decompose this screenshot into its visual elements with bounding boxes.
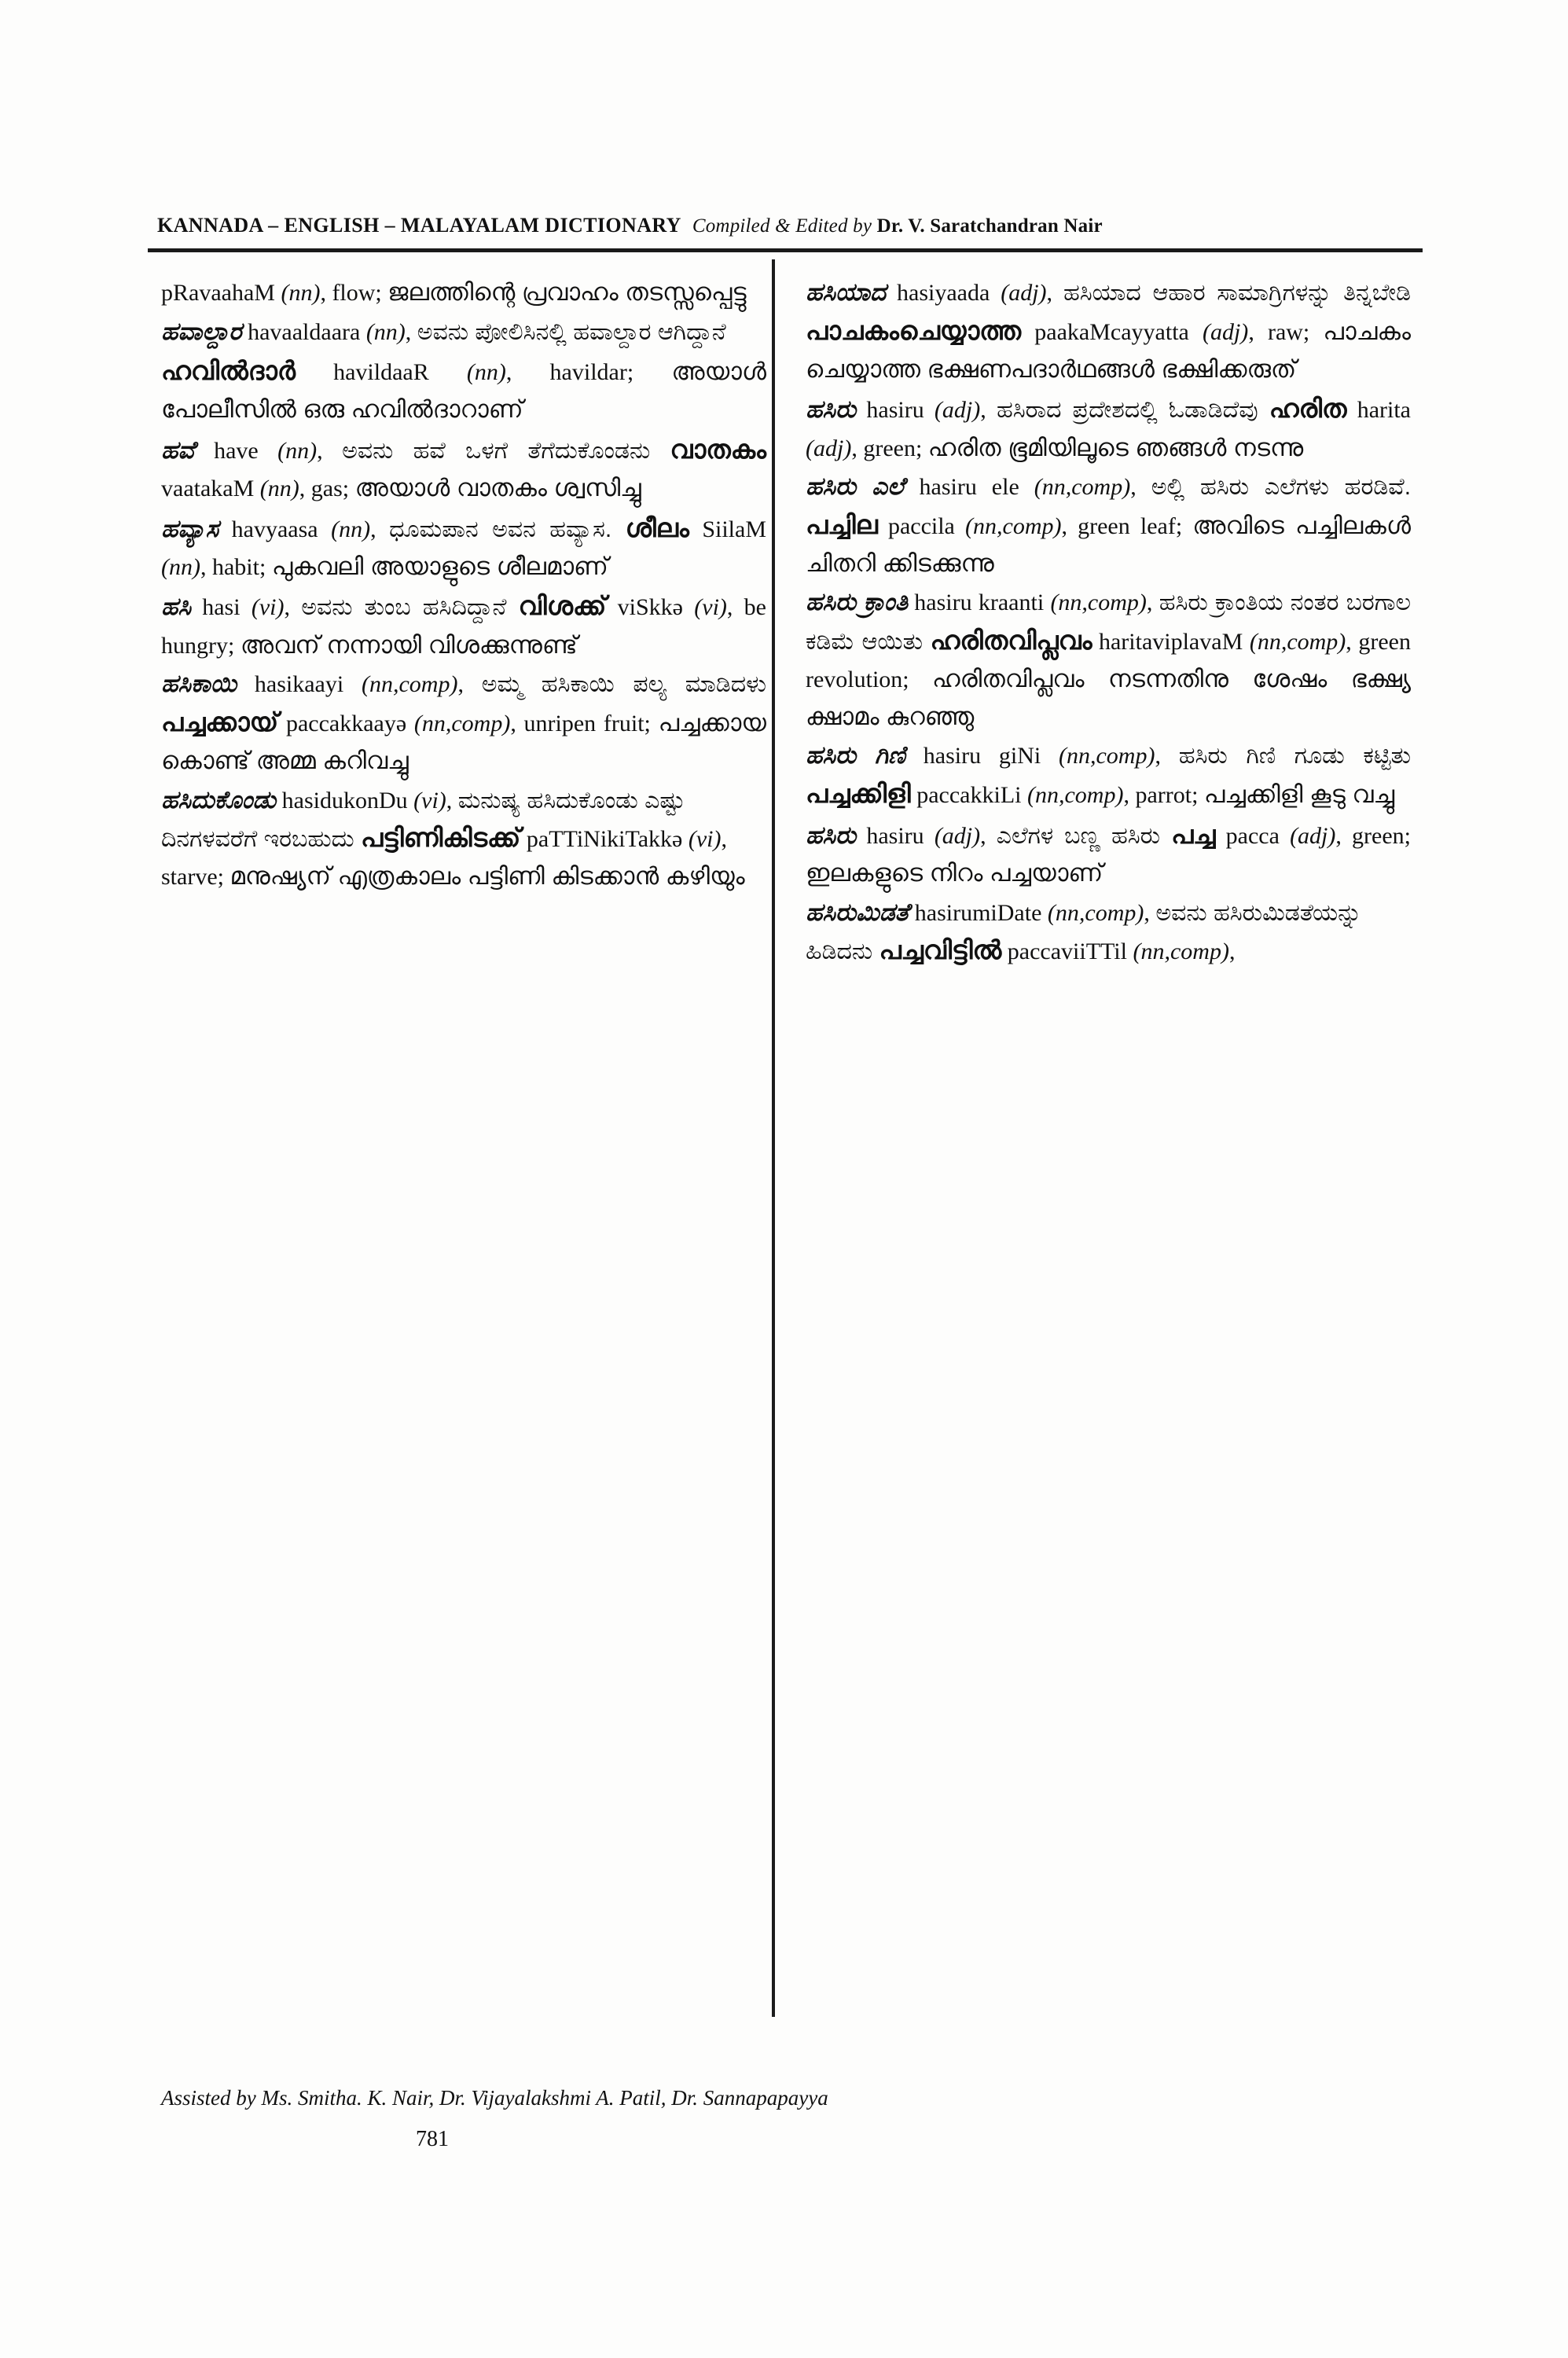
english-gloss: , [1228, 938, 1236, 965]
malayalam-example: പച്ചക്കിളി കൂടു വച്ചു [1203, 780, 1395, 808]
english-gloss: , green leaf; [1061, 512, 1193, 539]
romanization: viSkkə [606, 594, 695, 621]
english-gloss: , habit; [200, 553, 272, 580]
part-of-speech: (nn) [466, 359, 506, 386]
running-head-credit [692, 215, 1103, 237]
kannada-headword: ಹಸಿರು ಎಲೆ [806, 472, 905, 501]
english-gloss: , parrot; [1123, 781, 1204, 808]
malayalam-headword: ശീലം [625, 512, 689, 542]
kannada-example: ಹಸಿಯಾದ ಆಹಾರ ಸಾಮಾಗ್ರಿಗಳನ್ನು ತಿನ್ನಬೇಡಿ [1063, 280, 1411, 306]
kannada-example: ಅಮ್ಮ ಹಸಿಕಾಯಿ ಪಲ್ಯ ಮಾಡಿದಳು [481, 671, 767, 698]
romanization: hasikaayi [237, 671, 362, 698]
english-gloss: , [317, 437, 343, 464]
malayalam-headword: പച്ചക്കായ് [161, 707, 279, 736]
dictionary-entry [161, 430, 766, 507]
malayalam-example: ഇലകളുടെ നിറം പച്ചയാണ് [806, 859, 1103, 887]
kannada-headword: ಹಸಿಕಾಯಿ [161, 670, 237, 698]
romanization: vaatakaM [161, 476, 260, 502]
malayalam-example: മനുഷ്യന് എത്രകാലം പട്ടിണി കിടക്കാൻ കഴിയും [230, 862, 745, 891]
part-of-speech: (nn,comp) [1050, 590, 1147, 616]
kannada-example: ಅವನು ಪೋಲಿಸಿನಲ್ಲಿ ಹವಾಲ್ದಾರ ಆಗಿದ್ದಾನೆ [417, 318, 726, 345]
english-gloss: , green; [1335, 823, 1411, 850]
part-of-speech: (vi) [694, 594, 727, 621]
english-gloss: , unripen fruit; [510, 710, 659, 736]
dictionary-entry [806, 736, 1411, 814]
romanization: paccila [877, 512, 966, 539]
credit-editor-name: Dr. V. Saratchandran Nair [876, 215, 1103, 237]
dictionary-entry [806, 274, 1411, 387]
english-gloss: , gas; [299, 476, 355, 502]
romanization: pacca [1215, 823, 1291, 850]
part-of-speech: (nn,comp) [1034, 474, 1131, 501]
part-of-speech: (nn,comp) [1249, 629, 1346, 656]
english-gloss: , [1155, 743, 1179, 769]
english-gloss: , havildar; [505, 359, 672, 386]
malayalam-headword: പച്ച [1171, 820, 1216, 850]
english-gloss: , [1130, 474, 1151, 501]
romanization: hasiru giNi [905, 743, 1059, 769]
kannada-example: ಎಲೆಗಳ ಬಣ್ಣ ಹಸಿರು [996, 823, 1172, 850]
credit-prefix: Compiled & Edited by [692, 215, 877, 237]
malayalam-headword: പച്ചക്കിളി [806, 778, 911, 808]
malayalam-example: ഹരിത ഭൂമിയിലൂടെ ഞങ്ങൾ നടന്നു [927, 433, 1304, 461]
malayalam-headword: പട്ടിണികിടക്ക് [360, 823, 521, 853]
malayalam-headword: പാചകംചെയ്യാത്ത [806, 315, 1022, 345]
romanization: haritaviplavaM [1092, 629, 1250, 656]
dictionary-entry [161, 586, 766, 663]
column-divider [772, 259, 775, 2017]
malayalam-headword: ഹവിൽദാർ [161, 356, 296, 386]
part-of-speech: (nn,comp) [1058, 743, 1155, 769]
kannada-headword: ಹಸಿರು ಗಿಣಿ [806, 741, 905, 769]
dictionary-entry [806, 468, 1411, 582]
dictionary-entry [161, 509, 766, 586]
romanization: pRavaahaM [161, 280, 281, 306]
kannada-headword: ಹವ್ಯಾಸ [161, 514, 219, 542]
malayalam-headword: ഹരിതവിപ്ലവം [930, 626, 1092, 656]
english-gloss: , [446, 787, 458, 814]
kannada-headword: ಹಸಿದುಕೊಂಡು [161, 785, 277, 814]
malayalam-example: അയാൾ വാതകം ശ്വസിച്ചു [354, 474, 641, 502]
part-of-speech: (adj) [934, 823, 981, 850]
malayalam-example: പാചകം ചെയ്യാത്ത ഭക്ഷണപദാർഥങ്ങൾ ഭക്ഷിക്കരുത് [806, 317, 1411, 383]
part-of-speech: (nn) [277, 437, 318, 464]
malayalam-headword: പച്ചില [806, 509, 878, 539]
page-number: 781 [416, 2127, 449, 2151]
malayalam-headword: വാതകം [670, 434, 766, 464]
kannada-headword: ಹಸಿರು [806, 395, 857, 424]
malayalam-example: ജലത്തിന്റെ പ്രവാഹം തടസ്സപ്പെട്ടു [387, 278, 747, 306]
romanization: hasirumiDate [909, 899, 1048, 926]
part-of-speech: (nn,comp) [1026, 781, 1124, 808]
dictionary-entry [806, 894, 1411, 971]
english-gloss: , [405, 318, 417, 345]
running-head-title: KANNADA – ENGLISH – MALAYALAM DICTIONARY [157, 214, 681, 237]
part-of-speech: (nn) [365, 318, 406, 345]
header-rule [148, 248, 1423, 252]
dictionary-entry [161, 351, 766, 428]
english-gloss: , [370, 516, 390, 542]
romanization: paTTiNikiTakkə [520, 826, 689, 853]
part-of-speech: (vi) [688, 826, 722, 853]
english-gloss: , be hungry; [161, 594, 766, 659]
romanization: paccaviiTTil [1001, 938, 1133, 965]
english-gloss: , raw; [1248, 318, 1324, 345]
kannada-example: ಹಸಿರು ಗಿಣಿ ಗೂಡು ಕಟ್ಟಿತು [1178, 743, 1412, 769]
kannada-example: ಅವನು ತುಂಬ ಹಸಿದಿದ್ದಾನೆ [301, 594, 519, 621]
part-of-speech: (nn,comp) [1133, 938, 1229, 965]
dictionary-entry [161, 665, 766, 779]
romanization: havildaaR [295, 359, 467, 386]
romanization: paccakkiLi [910, 781, 1027, 808]
part-of-speech: (nn) [281, 280, 321, 306]
part-of-speech: (adj) [1001, 280, 1047, 306]
right-column [806, 274, 1411, 972]
romanization: havaaldaara [241, 318, 366, 345]
dictionary-entry [161, 274, 766, 311]
romanization: hasiru [856, 397, 935, 424]
left-column [161, 274, 766, 897]
part-of-speech: (nn) [259, 476, 299, 502]
part-of-speech: (nn,comp) [965, 512, 1062, 539]
dictionary-entry [161, 781, 766, 895]
romanization: paccakkaayə [278, 710, 414, 736]
malayalam-example: ഹരിതവിപ്ലവം നടന്നതിനു ശേഷം ഭക്ഷ്യ ക്ഷാമം കുറഞ്ഞു [806, 665, 1411, 730]
english-gloss: , starve; [161, 826, 727, 891]
romanization: hasidukonDu [276, 787, 414, 814]
romanization: hasiru ele [904, 474, 1034, 501]
romanization: hasiyaada [886, 280, 1001, 306]
kannada-example: ಧೂಮಪಾನ ಅವನ ಹವ್ಯಾಸ. [389, 516, 626, 542]
romanization: paakaMcayyatta [1021, 318, 1203, 345]
part-of-speech: (vi) [251, 594, 285, 621]
kannada-headword: ಹಸಿ [161, 593, 191, 621]
english-gloss: , [980, 397, 997, 424]
english-gloss: , [457, 671, 482, 698]
part-of-speech: (nn) [161, 553, 200, 580]
romanization: hasi [190, 594, 252, 621]
romanization: have [194, 437, 278, 464]
kannada-example: ಅವನು ಹವೆ ಒಳಗೆ ತೆಗೆದುಕೊಂಡನು [342, 437, 670, 464]
kannada-headword: ಹವೆ [161, 435, 195, 464]
part-of-speech: (nn,comp) [361, 671, 458, 698]
romanization: havyaasa [218, 516, 332, 542]
assisted-by-note: Assisted by Ms. Smitha. K. Nair, Dr. Vijayalakshmi A. Patil, Dr. Sannapapayya [161, 2086, 828, 2110]
romanization: hasiru [856, 823, 935, 850]
kannada-headword: ಹಸಿರುಮಿಡತೆ [806, 898, 909, 926]
part-of-speech: (adj) [934, 397, 981, 424]
part-of-speech: (nn) [331, 516, 371, 542]
part-of-speech: (adj) [806, 435, 852, 461]
malayalam-example: അവിടെ പച്ചിലകൾ ചിതറി ക്കിടക്കുന്നു [806, 511, 1411, 577]
malayalam-example: പച്ചക്കായ കൊണ്ട് അമ്മ കറിവച്ചു [161, 708, 766, 774]
malayalam-example: അവന് നന്നായി വിശക്കുന്നുണ്ട് [240, 630, 578, 659]
romanization: SiilaM [689, 516, 767, 542]
part-of-speech: (adj) [1290, 823, 1336, 850]
part-of-speech: (vi) [413, 787, 446, 814]
malayalam-headword: പച്ചവിട്ടിൽ [879, 935, 1002, 965]
dictionary-entry [806, 389, 1411, 466]
malayalam-example: അയാൾ പോലീസിൽ ഒരു ഹവിൽദാറാണ് [161, 358, 766, 424]
kannada-example: ಹಸಿರು ಕ್ರಾಂತಿಯ ನಂತರ ಬರಗಾಲ ಕಡಿಮೆ ಆಯಿತು [806, 590, 1412, 656]
romanization: hasiru kraanti [908, 590, 1051, 616]
dictionary-entry [806, 583, 1411, 735]
kannada-headword: ಹಸಿಯಾದ [806, 278, 887, 306]
malayalam-example: പുകവലി അയാളുടെ ശീലമാണ് [271, 552, 608, 580]
kannada-headword: ಹವಾಲ್ದಾರ [161, 317, 242, 345]
part-of-speech: (nn,comp) [1047, 899, 1144, 926]
malayalam-headword: വിശക്ക് [518, 591, 607, 621]
english-gloss: , green revolution; [806, 629, 1411, 693]
kannada-headword: ಹಸಿರು ಕ್ರಾಂತಿ [806, 588, 909, 616]
english-gloss: , [284, 594, 302, 621]
kannada-headword: ಹಸಿರು [806, 821, 857, 850]
part-of-speech: (adj) [1202, 318, 1249, 345]
running-head [157, 214, 1415, 237]
kannada-example: ಮನುಷ್ಯ ಹಸಿದುಕೊಂಡು ಎಷ್ಟು ದಿನಗಳವರೆಗೆ ಇರಬಹುದು [161, 787, 685, 853]
romanization: harita [1346, 397, 1411, 424]
english-gloss: , [1146, 590, 1159, 616]
part-of-speech: (nn,comp) [413, 710, 511, 736]
english-gloss: , flow; [320, 280, 388, 306]
english-gloss: , [1046, 280, 1063, 306]
english-gloss: , [980, 823, 997, 850]
kannada-example: ಅವನು ಹಸಿರುಮಿಡತೆಯನ್ನು ಹಿಡಿದನು [806, 899, 1362, 965]
kannada-example: ಅಲ್ಲಿ ಹಸಿರು ಎಲೆಗಳು ಹರಡಿವೆ. [1151, 474, 1412, 501]
dictionary-entry [806, 815, 1411, 892]
kannada-example: ಹಸಿರಾದ ಪ್ರದೇಶದಲ್ಲಿ ಓಡಾಡಿದೆವು [996, 397, 1269, 424]
english-gloss: , green; [851, 435, 928, 461]
malayalam-headword: ഹരിത [1269, 394, 1347, 424]
english-gloss: , [1144, 899, 1156, 926]
dictionary-entry [161, 313, 766, 351]
